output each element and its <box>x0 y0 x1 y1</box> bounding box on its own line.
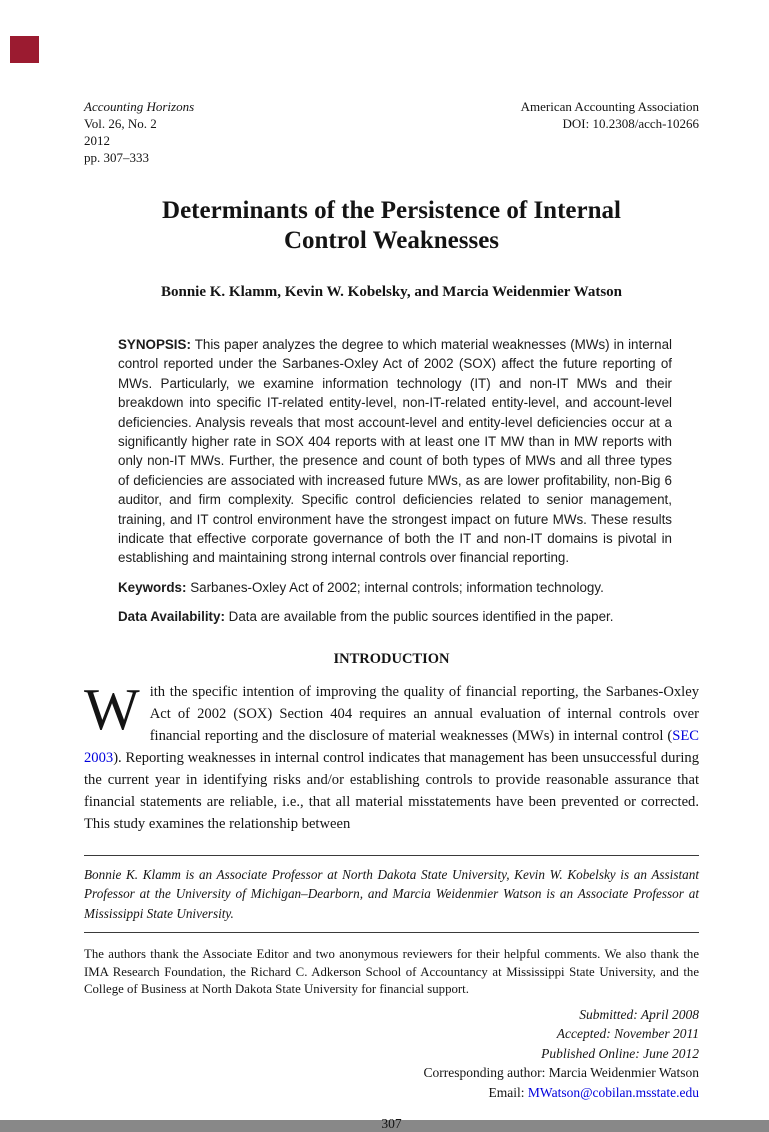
journal-year: 2012 <box>84 133 110 148</box>
drop-cap: W <box>84 675 140 742</box>
red-corner-marker <box>10 36 39 63</box>
submission-history <box>84 1005 699 1103</box>
paper-title <box>84 196 699 256</box>
accepted-date: Accepted: November 2011 <box>556 1026 699 1042</box>
paper-title-line2: Control Weaknesses <box>283 227 500 254</box>
association-name: American Accounting Association <box>520 99 699 114</box>
keywords-paragraph <box>118 578 672 597</box>
introduction-text-2: ). Reporting weaknesses in internal control indicates that management has been unsuccessful during the current year in identifying risks and/or establishing controls to provide reasonable assurance that financial statements are reliable, i.e., that all material misstatements have been prevented or corrected. This study examines the relationship between <box>84 749 699 832</box>
journal-volume: Vol. 26, No. 2 <box>84 116 157 131</box>
submitted-date: Submitted: April 2008 <box>579 1006 699 1022</box>
synopsis-paragraph <box>118 335 672 568</box>
abstract-block <box>118 335 672 627</box>
journal-info <box>84 98 194 166</box>
doi: DOI: 10.2308/acch-10266 <box>562 116 699 131</box>
keywords-text: Sarbanes-Oxley Act of 2002; internal controls; information technology. <box>186 579 604 595</box>
citation-link-sec-2003[interactable]: SEC 2003 <box>84 727 699 766</box>
publisher-info <box>521 98 699 166</box>
email-line <box>84 1083 699 1103</box>
email-link[interactable]: MWatson@cobilan.msstate.edu <box>527 1084 699 1100</box>
page-number: 307 <box>381 1116 402 1132</box>
journal-title: Accounting Horizons <box>84 99 195 114</box>
footnote-divider-top <box>84 855 699 856</box>
synopsis-label: SYNOPSIS: <box>118 337 191 352</box>
journal-pages: pp. 307–333 <box>84 150 149 165</box>
author-bio-footnote: Bonnie K. Klamm is an Associate Professor at North Dakota State University, Kevin W. Kobelsky is an Assistant Professor at the University of Michigan–Dearborn, and Marcia Weidenmier Watson is an Associate Professor at Mississippi State University. <box>84 866 699 921</box>
introduction-paragraph <box>84 675 699 835</box>
email-label: Email: <box>488 1084 528 1100</box>
acknowledgment-footnote: The authors thank the Associate Editor and two anonymous reviewers for their helpful comments. We also thank the IMA Research Foundation, the Richard C. Adkerson School of Accountancy at Mississippi State University, and the College of Business at North Dakota State University for financial support. <box>84 947 699 997</box>
synopsis-text: This paper analyzes the degree to which material weaknesses (MWs) in internal control reported under the Sarbanes-Oxley Act of 2002 (SOX) affect the future reporting of MWs. Particularly, we examine information technology (IT) and non-IT MWs and their breakdown into specific IT-related entity-level, non-IT-related entity-level, and account-level deficiencies. Analysis reveals that most account-level and entity-level deficiencies occur at a significantly higher rate in SOX 404 reports with at least one IT MW than in MW reports with only non-IT MWs. Further, the presence and count of both types of MWs and all three types of deficiencies are associated with increased future MWs, as are lower profitability, non-Big 6 auditor, and firm complexity. Specific control deficiencies related to senior management, training, and IT control environment have the strongest impact on future MWs. These results indicate that effective corporate governance of both the IT and non-IT domains is pivotal in establishing and maintaining strong internal controls over financial reporting. <box>118 337 672 566</box>
paper-title-line1: Determinants of the Persistence of Internal <box>162 197 621 224</box>
footnote-divider-bottom <box>84 932 699 933</box>
data-availability-paragraph <box>118 607 672 626</box>
introduction-text-1: ith the specific intention of improving the quality of financial reporting, the Sarbanes-Oxley Act of 2002 (SOX) Section 404 requires an annual evaluation of internal controls over financial reporting and the disclosure of material weaknesses (MWs) in internal control ( <box>149 683 699 744</box>
data-availability-text: Data are available from the public sources identified in the paper. <box>224 609 614 625</box>
journal-header <box>84 98 699 166</box>
introduction-heading: INTRODUCTION <box>333 650 450 667</box>
keywords-label: Keywords: <box>118 579 187 595</box>
published-date: Published Online: June 2012 <box>541 1045 699 1061</box>
data-availability-label: Data Availability: <box>118 609 225 625</box>
corresponding-author: Corresponding author: Marcia Weidenmier Watson <box>423 1065 699 1081</box>
author-list: Bonnie K. Klamm, Kevin W. Kobelsky, and Marcia Weidenmier Watson <box>160 284 623 300</box>
